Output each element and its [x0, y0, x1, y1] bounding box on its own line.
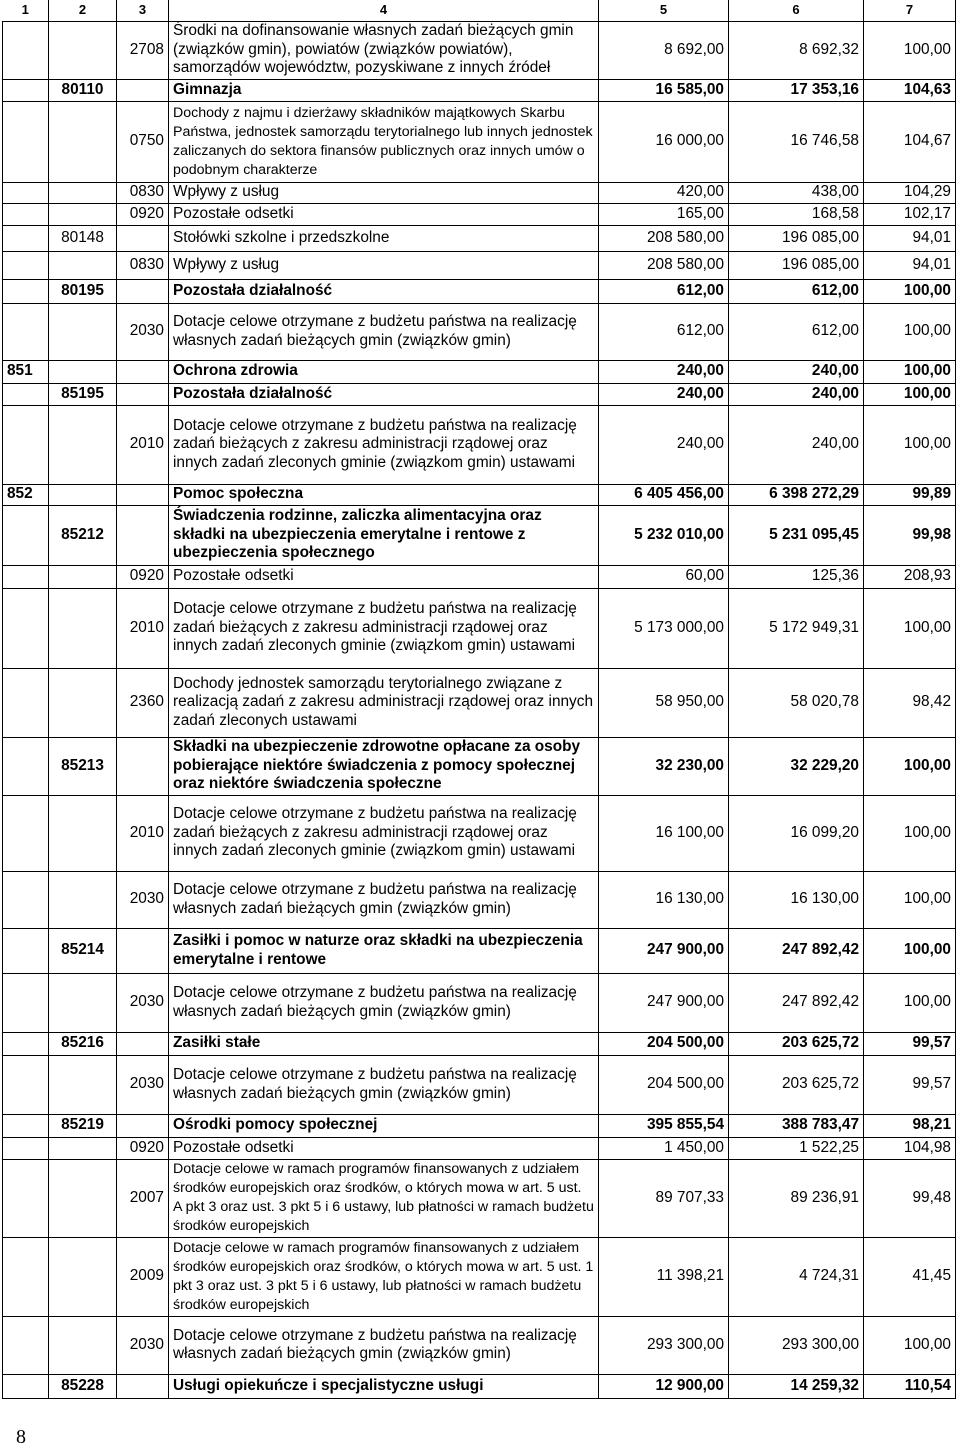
rozdzial-code-cell	[49, 588, 117, 668]
percent-cell: 100,00	[864, 405, 956, 484]
dzial-code-cell	[3, 928, 49, 973]
executed-amount-cell: 247 892,42	[729, 928, 864, 973]
executed-amount-cell: 6 398 272,29	[729, 484, 864, 505]
percent-cell: 41,45	[864, 1237, 956, 1316]
paragraph-row	[3, 1237, 956, 1316]
column-header: 6	[729, 0, 864, 21]
plan-amount-cell: 204 500,00	[599, 1055, 729, 1114]
dzial-code-cell	[3, 668, 49, 737]
rozdzial-code-cell	[49, 101, 117, 182]
rozdzial-code-cell: 85195	[49, 383, 117, 405]
paragraph-row	[3, 973, 956, 1032]
percent-cell: 99,57	[864, 1032, 956, 1055]
dzial-code-cell: 851	[3, 360, 49, 383]
paragraf-code-cell: 2009	[117, 1237, 169, 1316]
rozdzial-code-cell	[49, 1159, 117, 1237]
paragraph-row	[3, 588, 956, 668]
rozdzial-code-cell: 85219	[49, 1114, 117, 1137]
plan-amount-cell: 240,00	[599, 360, 729, 383]
description-cell: Pozostała działalność	[169, 383, 599, 405]
chapter-row	[3, 383, 956, 405]
rozdzial-code-cell: 80195	[49, 279, 117, 303]
paragraf-code-cell: 2010	[117, 795, 169, 871]
executed-amount-cell: 14 259,32	[729, 1374, 864, 1398]
description-cell: Świadczenia rodzinne, zaliczka alimentacyjna oraz składki na ubezpieczenia emerytalne i rentowe z ubezpieczenia społecznego	[169, 505, 599, 565]
percent-cell: 100,00	[864, 871, 956, 928]
dzial-code-cell	[3, 588, 49, 668]
rozdzial-code-cell	[49, 795, 117, 871]
executed-amount-cell: 612,00	[729, 303, 864, 360]
chapter-row	[3, 1374, 956, 1398]
executed-amount-cell: 8 692,32	[729, 21, 864, 79]
chapter-row	[3, 737, 956, 795]
description-cell: Usługi opiekuńcze i specjalistyczne usługi	[169, 1374, 599, 1398]
executed-amount-cell: 203 625,72	[729, 1055, 864, 1114]
paragraf-code-cell	[117, 505, 169, 565]
rozdzial-code-cell	[49, 1237, 117, 1316]
rozdzial-code-cell	[49, 565, 117, 588]
budget-page	[2, 0, 957, 1448]
rozdzial-code-cell	[49, 1137, 117, 1159]
executed-amount-cell: 16 099,20	[729, 795, 864, 871]
description-cell: Pozostałe odsetki	[169, 1137, 599, 1159]
plan-amount-cell: 16 000,00	[599, 101, 729, 182]
description-cell: Dochody jednostek samorządu terytorialnego związane z realizacją zadań z zakresu administracji rządowej oraz innych zadań zleconych ustawami	[169, 668, 599, 737]
plan-amount-cell: 16 585,00	[599, 79, 729, 101]
plan-amount-cell: 16 100,00	[599, 795, 729, 871]
dzial-code-cell	[3, 795, 49, 871]
paragraph-row	[3, 1159, 956, 1237]
plan-amount-cell: 420,00	[599, 182, 729, 203]
description-cell: Wpływy z usług	[169, 182, 599, 203]
column-header: 5	[599, 0, 729, 21]
executed-amount-cell: 4 724,31	[729, 1237, 864, 1316]
rozdzial-code-cell	[49, 668, 117, 737]
percent-cell: 100,00	[864, 973, 956, 1032]
rozdzial-code-cell: 85216	[49, 1032, 117, 1055]
description-cell: Stołówki szkolne i przedszkolne	[169, 225, 599, 251]
description-cell: Zasiłki i pomoc w naturze oraz składki na ubezpieczenia emerytalne i rentowe	[169, 928, 599, 973]
rozdzial-code-cell: 80110	[49, 79, 117, 101]
percent-cell: 99,89	[864, 484, 956, 505]
executed-amount-cell: 1 522,25	[729, 1137, 864, 1159]
dzial-code-cell	[3, 203, 49, 225]
percent-cell: 104,29	[864, 182, 956, 203]
plan-amount-cell: 12 900,00	[599, 1374, 729, 1398]
description-cell: Zasiłki stałe	[169, 1032, 599, 1055]
dzial-code-cell	[3, 182, 49, 203]
dzial-code-cell	[3, 225, 49, 251]
executed-amount-cell: 16 746,58	[729, 101, 864, 182]
executed-amount-cell: 438,00	[729, 182, 864, 203]
description-cell: Środki na dofinansowanie własnych zadań bieżących gmin (związków gmin), powiatów (związków powiatów), samorządów województw, pozyskiwane z innych źródeł	[169, 21, 599, 79]
plan-amount-cell: 247 900,00	[599, 928, 729, 973]
percent-cell: 110,54	[864, 1374, 956, 1398]
rozdzial-code-cell	[49, 21, 117, 79]
plan-amount-cell: 208 580,00	[599, 251, 729, 279]
executed-amount-cell: 247 892,42	[729, 973, 864, 1032]
plan-amount-cell: 58 950,00	[599, 668, 729, 737]
percent-cell: 100,00	[864, 1316, 956, 1374]
percent-cell: 100,00	[864, 360, 956, 383]
chapter-row	[3, 279, 956, 303]
budget-income-table	[2, 0, 956, 1399]
paragraf-code-cell: 0830	[117, 182, 169, 203]
dzial-code-cell	[3, 251, 49, 279]
description-cell: Dotacje celowe otrzymane z budżetu państwa na realizację własnych zadań bieżących gmin (związków gmin)	[169, 303, 599, 360]
rozdzial-code-cell: 85213	[49, 737, 117, 795]
percent-cell: 99,48	[864, 1159, 956, 1237]
paragraph-row	[3, 795, 956, 871]
column-header: 1	[3, 0, 49, 21]
executed-amount-cell: 240,00	[729, 360, 864, 383]
percent-cell: 100,00	[864, 795, 956, 871]
percent-cell: 102,17	[864, 203, 956, 225]
description-cell: Pozostała działalność	[169, 279, 599, 303]
percent-cell: 104,63	[864, 79, 956, 101]
executed-amount-cell: 16 130,00	[729, 871, 864, 928]
rozdzial-code-cell	[49, 1316, 117, 1374]
description-cell: Składki na ubezpieczenie zdrowotne opłacane za osoby pobierające niektóre świadczenia z pomocy społecznej oraz niektóre świadczenia społeczne	[169, 737, 599, 795]
rozdzial-code-cell	[49, 871, 117, 928]
rozdzial-code-cell	[49, 182, 117, 203]
dzial-code-cell	[3, 383, 49, 405]
paragraf-code-cell: 2010	[117, 405, 169, 484]
executed-amount-cell: 203 625,72	[729, 1032, 864, 1055]
plan-amount-cell: 6 405 456,00	[599, 484, 729, 505]
paragraf-code-cell	[117, 360, 169, 383]
description-cell: Gimnazja	[169, 79, 599, 101]
paragraf-code-cell	[117, 1032, 169, 1055]
description-cell: Dotacje celowe otrzymane z budżetu państwa na realizację zadań bieżących z zakresu administracji rządowej oraz innych zadań zleconych gminie (związkom gmin) ustawami	[169, 405, 599, 484]
dzial-code-cell	[3, 279, 49, 303]
executed-amount-cell: 240,00	[729, 405, 864, 484]
percent-cell: 99,98	[864, 505, 956, 565]
paragraf-code-cell: 0750	[117, 101, 169, 182]
paragraph-row	[3, 1137, 956, 1159]
paragraf-code-cell: 2030	[117, 871, 169, 928]
dzial-code-cell	[3, 101, 49, 182]
paragraf-code-cell: 0920	[117, 203, 169, 225]
dzial-code-cell: 852	[3, 484, 49, 505]
paragraf-code-cell	[117, 1114, 169, 1137]
chapter-row	[3, 505, 956, 565]
chapter-row	[3, 928, 956, 973]
paragraph-row	[3, 303, 956, 360]
plan-amount-cell: 16 130,00	[599, 871, 729, 928]
description-cell: Pomoc społeczna	[169, 484, 599, 505]
chapter-row	[3, 225, 956, 251]
rozdzial-code-cell	[49, 251, 117, 279]
paragraf-code-cell	[117, 737, 169, 795]
paragraf-code-cell: 2007	[117, 1159, 169, 1237]
rozdzial-code-cell: 80148	[49, 225, 117, 251]
rozdzial-code-cell: 85214	[49, 928, 117, 973]
plan-amount-cell: 89 707,33	[599, 1159, 729, 1237]
percent-cell: 100,00	[864, 928, 956, 973]
dzial-code-cell	[3, 1237, 49, 1316]
plan-amount-cell: 32 230,00	[599, 737, 729, 795]
paragraph-row	[3, 565, 956, 588]
paragraph-row	[3, 405, 956, 484]
plan-amount-cell: 1 450,00	[599, 1137, 729, 1159]
plan-amount-cell: 5 173 000,00	[599, 588, 729, 668]
dzial-code-cell	[3, 1114, 49, 1137]
paragraf-code-cell: 0830	[117, 251, 169, 279]
percent-cell: 98,42	[864, 668, 956, 737]
plan-amount-cell: 240,00	[599, 405, 729, 484]
paragraph-row	[3, 871, 956, 928]
executed-amount-cell: 196 085,00	[729, 225, 864, 251]
percent-cell: 98,21	[864, 1114, 956, 1137]
description-cell: Dotacje celowe otrzymane z budżetu państwa na realizację własnych zadań bieżących gmin (związków gmin)	[169, 973, 599, 1032]
paragraf-code-cell: 2030	[117, 303, 169, 360]
section-row	[3, 484, 956, 505]
executed-amount-cell: 168,58	[729, 203, 864, 225]
plan-amount-cell: 247 900,00	[599, 973, 729, 1032]
percent-cell: 99,57	[864, 1055, 956, 1114]
dzial-code-cell	[3, 1316, 49, 1374]
executed-amount-cell: 89 236,91	[729, 1159, 864, 1237]
dzial-code-cell	[3, 973, 49, 1032]
paragraf-code-cell: 2010	[117, 588, 169, 668]
percent-cell: 100,00	[864, 303, 956, 360]
percent-cell: 94,01	[864, 225, 956, 251]
dzial-code-cell	[3, 1137, 49, 1159]
column-header: 4	[169, 0, 599, 21]
paragraf-code-cell: 2360	[117, 668, 169, 737]
percent-cell: 94,01	[864, 251, 956, 279]
column-header: 2	[49, 0, 117, 21]
page-number: 8	[16, 1426, 26, 1448]
description-cell: Ośrodki pomocy społecznej	[169, 1114, 599, 1137]
percent-cell: 100,00	[864, 588, 956, 668]
plan-amount-cell: 612,00	[599, 279, 729, 303]
paragraph-row	[3, 101, 956, 182]
plan-amount-cell: 204 500,00	[599, 1032, 729, 1055]
paragraf-code-cell: 0920	[117, 565, 169, 588]
paragraph-row	[3, 203, 956, 225]
description-cell: Dotacje celowe otrzymane z budżetu państwa na realizację własnych zadań bieżących gmin (związków gmin)	[169, 1316, 599, 1374]
paragraf-code-cell: 2030	[117, 1055, 169, 1114]
paragraph-row	[3, 251, 956, 279]
description-cell: Wpływy z usług	[169, 251, 599, 279]
description-cell: Pozostałe odsetki	[169, 565, 599, 588]
executed-amount-cell: 17 353,16	[729, 79, 864, 101]
paragraf-code-cell: 2030	[117, 973, 169, 1032]
paragraf-code-cell	[117, 484, 169, 505]
dzial-code-cell	[3, 1055, 49, 1114]
executed-amount-cell: 612,00	[729, 279, 864, 303]
rozdzial-code-cell	[49, 973, 117, 1032]
paragraph-row	[3, 1055, 956, 1114]
description-cell: Dotacje celowe otrzymane z budżetu państwa na realizację zadań bieżących z zakresu administracji rządowej oraz innych zadań zleconych gminie (związkom gmin) ustawami	[169, 795, 599, 871]
rozdzial-code-cell	[49, 1055, 117, 1114]
paragraph-row	[3, 182, 956, 203]
column-header: 7	[864, 0, 956, 21]
rozdzial-code-cell	[49, 484, 117, 505]
plan-amount-cell: 612,00	[599, 303, 729, 360]
plan-amount-cell: 208 580,00	[599, 225, 729, 251]
dzial-code-cell	[3, 21, 49, 79]
plan-amount-cell: 8 692,00	[599, 21, 729, 79]
dzial-code-cell	[3, 79, 49, 101]
plan-amount-cell: 240,00	[599, 383, 729, 405]
executed-amount-cell: 388 783,47	[729, 1114, 864, 1137]
rozdzial-code-cell	[49, 360, 117, 383]
plan-amount-cell: 5 232 010,00	[599, 505, 729, 565]
paragraf-code-cell	[117, 225, 169, 251]
plan-amount-cell: 395 855,54	[599, 1114, 729, 1137]
description-cell: Ochrona zdrowia	[169, 360, 599, 383]
dzial-code-cell	[3, 565, 49, 588]
paragraf-code-cell	[117, 279, 169, 303]
dzial-code-cell	[3, 1374, 49, 1398]
chapter-row	[3, 1032, 956, 1055]
column-header: 3	[117, 0, 169, 21]
chapter-row	[3, 79, 956, 101]
paragraf-code-cell: 2030	[117, 1316, 169, 1374]
executed-amount-cell: 293 300,00	[729, 1316, 864, 1374]
paragraf-code-cell	[117, 1374, 169, 1398]
description-cell: Pozostałe odsetki	[169, 203, 599, 225]
paragraf-code-cell	[117, 79, 169, 101]
chapter-row	[3, 1114, 956, 1137]
description-cell: Dotacje celowe w ramach programów finansowanych z udziałem środków europejskich oraz środków, o których mowa w art. 5 ust. A pkt 3 oraz ust. 3 pkt 5 i 6 ustawy, lub płatności w ramach budżetu środków europejskich	[169, 1159, 599, 1237]
dzial-code-cell	[3, 737, 49, 795]
rozdzial-code-cell	[49, 303, 117, 360]
percent-cell: 104,98	[864, 1137, 956, 1159]
dzial-code-cell	[3, 303, 49, 360]
paragraph-row	[3, 1316, 956, 1374]
plan-amount-cell: 60,00	[599, 565, 729, 588]
dzial-code-cell	[3, 871, 49, 928]
percent-cell: 100,00	[864, 21, 956, 79]
column-number-row	[3, 0, 956, 21]
paragraf-code-cell	[117, 928, 169, 973]
executed-amount-cell: 58 020,78	[729, 668, 864, 737]
paragraf-code-cell	[117, 383, 169, 405]
dzial-code-cell	[3, 405, 49, 484]
plan-amount-cell: 11 398,21	[599, 1237, 729, 1316]
plan-amount-cell: 293 300,00	[599, 1316, 729, 1374]
executed-amount-cell: 5 231 095,45	[729, 505, 864, 565]
paragraf-code-cell: 2708	[117, 21, 169, 79]
description-cell: Dotacje celowe otrzymane z budżetu państwa na realizację zadań bieżących z zakresu administracji rządowej oraz innych zadań zleconych gminie (związkom gmin) ustawami	[169, 588, 599, 668]
rozdzial-code-cell: 85228	[49, 1374, 117, 1398]
paragraph-row	[3, 21, 956, 79]
executed-amount-cell: 240,00	[729, 383, 864, 405]
executed-amount-cell: 196 085,00	[729, 251, 864, 279]
description-cell: Dotacje celowe w ramach programów finansowanych z udziałem środków europejskich oraz środków, o których mowa w art. 5 ust. 1 pkt 3 oraz ust. 3 pkt 5 i 6 ustawy, lub płatności w ramach budżetu środków europejskich	[169, 1237, 599, 1316]
dzial-code-cell	[3, 505, 49, 565]
plan-amount-cell: 165,00	[599, 203, 729, 225]
dzial-code-cell	[3, 1159, 49, 1237]
percent-cell: 100,00	[864, 737, 956, 795]
rozdzial-code-cell	[49, 405, 117, 484]
percent-cell: 208,93	[864, 565, 956, 588]
executed-amount-cell: 5 172 949,31	[729, 588, 864, 668]
percent-cell: 104,67	[864, 101, 956, 182]
rozdzial-code-cell	[49, 203, 117, 225]
description-cell: Dotacje celowe otrzymane z budżetu państwa na realizację własnych zadań bieżących gmin (związków gmin)	[169, 1055, 599, 1114]
paragraf-code-cell: 0920	[117, 1137, 169, 1159]
section-row	[3, 360, 956, 383]
dzial-code-cell	[3, 1032, 49, 1055]
executed-amount-cell: 32 229,20	[729, 737, 864, 795]
paragraph-row	[3, 668, 956, 737]
executed-amount-cell: 125,36	[729, 565, 864, 588]
description-cell: Dotacje celowe otrzymane z budżetu państwa na realizację własnych zadań bieżących gmin (związków gmin)	[169, 871, 599, 928]
description-cell: Dochody z najmu i dzierżawy składników majątkowych Skarbu Państwa, jednostek samorządu terytorialnego lub innych jednostek zaliczanych do sektora finansów publicznych oraz innych umów o podobnym charakterze	[169, 101, 599, 182]
percent-cell: 100,00	[864, 279, 956, 303]
percent-cell: 100,00	[864, 383, 956, 405]
rozdzial-code-cell: 85212	[49, 505, 117, 565]
